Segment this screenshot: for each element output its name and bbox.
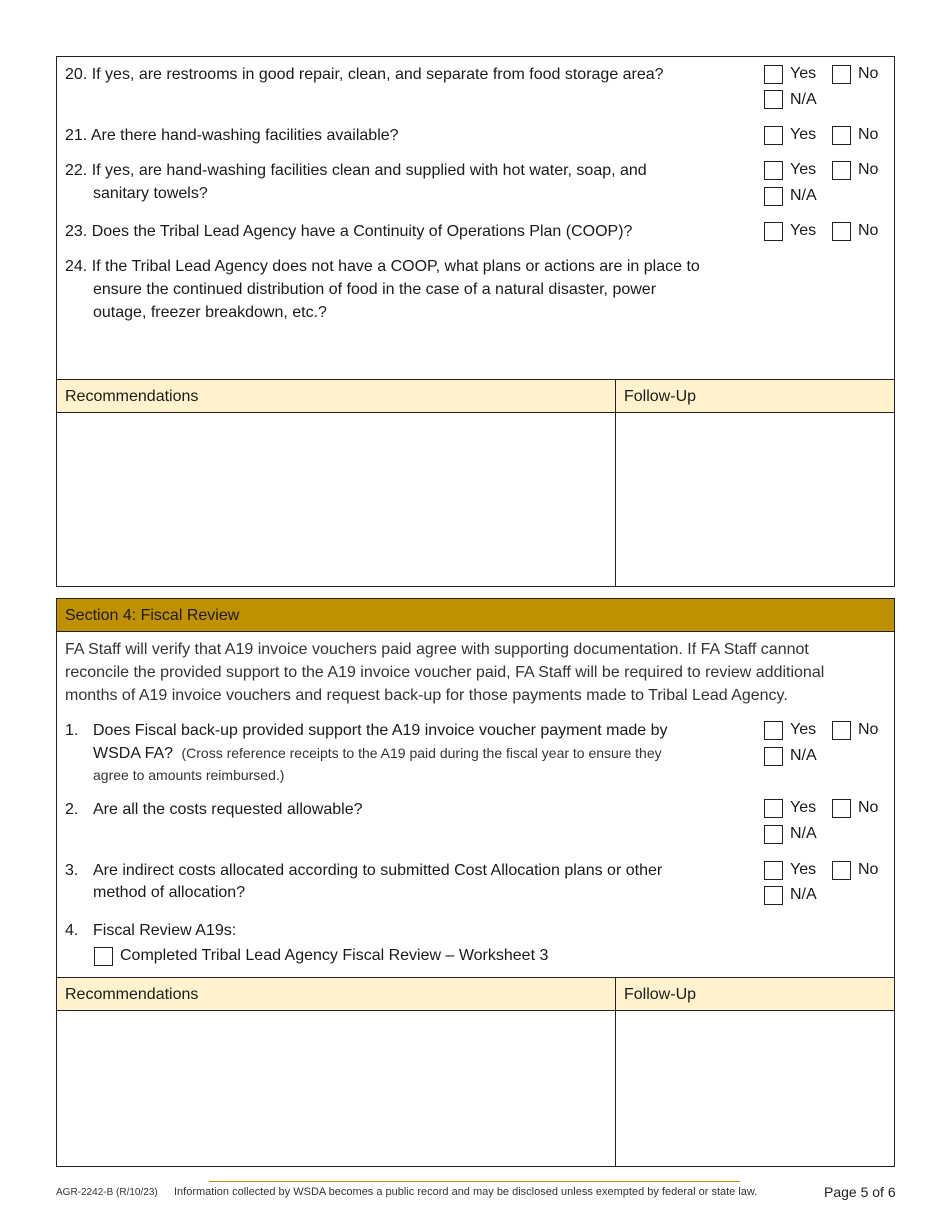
question-22 [65,159,647,182]
q22-na-checkbox[interactable] [764,187,783,206]
question-text: If the Tribal Lead Agency does not have a COOP, what plans or actions are in place to [91,258,700,275]
question-text: Does the Tribal Lead Agency have a Continuity of Operations Plan (COOP)? [91,223,633,240]
q20-no-checkbox[interactable] [832,65,851,84]
question-number: 24. [65,258,88,275]
question-20 [65,63,664,86]
q23-no-checkbox[interactable] [832,222,851,241]
question-21 [65,124,399,147]
recommendations-field[interactable] [57,413,615,586]
fiscal-question-1-text: WSDA FA? [93,745,174,762]
fiscal-question-1-line1: Does Fiscal back-up provided support the A19 invoice voucher payment made by [93,722,668,739]
follow-up-field-2[interactable] [616,1011,894,1166]
recommendations-title: Recommendations [65,388,199,405]
page-number: Page 5 of 6 [824,1184,896,1200]
recommendations-field-2[interactable] [57,1011,615,1166]
question-text: Are there hand-washing facilities available? [90,127,399,144]
q21-yes-label: Yes [790,126,817,143]
worksheet-3-label: Completed Tribal Lead Agency Fiscal Review – Worksheet 3 [120,947,549,964]
fq1-yes-checkbox[interactable] [764,721,783,740]
fiscal-question-1-note: (Cross reference receipts to the A19 paid during the fiscal year to ensure they [181,745,662,761]
q20-yes-label: Yes [790,65,817,82]
fq3-no-label: No [858,861,879,878]
section-4-intro-line1: FA Staff will verify that A19 invoice vouchers paid agree with supporting documentation. If FA Staff cannot [65,641,809,658]
fq2-yes-label: Yes [790,799,817,816]
follow-up-field[interactable] [616,413,894,586]
question-24-line3: outage, freezer breakdown, etc.? [93,304,327,321]
section-4-intro-line2: reconcile the provided support to the A19 invoice voucher paid, FA Staff will be required to review additional [65,664,825,681]
fq2-yes-checkbox[interactable] [764,799,783,818]
answer-area-q24[interactable] [93,326,883,376]
follow-up-title: Follow-Up [624,388,697,405]
footer-notice: Information collected by WSDA becomes a public record and may be disclosed unless exempted by federal or state law. [174,1186,758,1198]
section-4-intro-line3: months of A19 invoice vouchers and request back-up for those payments made to Tribal Lead Agency. [65,687,788,704]
q21-yes-checkbox[interactable] [764,126,783,145]
recommendations-title-2: Recommendations [65,986,199,1003]
fiscal-question-1-number: 1. [65,722,79,739]
fq2-na-checkbox[interactable] [764,825,783,844]
q20-na-label: N/A [790,91,817,108]
fq3-no-checkbox[interactable] [832,861,851,880]
fq1-na-label: N/A [790,747,817,764]
q21-no-checkbox[interactable] [832,126,851,145]
follow-up-title-2: Follow-Up [624,986,697,1003]
section-4-title: Section 4: Fiscal Review [65,607,240,624]
fq2-no-checkbox[interactable] [832,799,851,818]
q22-no-checkbox[interactable] [832,161,851,180]
question-number: 21. [65,127,88,144]
fq3-na-checkbox[interactable] [764,886,783,905]
worksheet-3-checkbox[interactable] [94,947,113,966]
fiscal-question-2-number: 2. [65,801,79,818]
fiscal-question-2-text: Are all the costs requested allowable? [93,801,363,818]
q23-yes-label: Yes [790,222,817,239]
q21-no-label: No [858,126,879,143]
q22-yes-checkbox[interactable] [764,161,783,180]
q23-yes-checkbox[interactable] [764,222,783,241]
question-24-line2: ensure the continued distribution of food in the case of a natural disaster, power [93,281,657,298]
fiscal-question-4-text: Fiscal Review A19s: [93,922,237,939]
question-number: 20. [65,66,88,83]
fq1-na-checkbox[interactable] [764,747,783,766]
q20-na-checkbox[interactable] [764,90,783,109]
question-24 [65,255,700,278]
question-number: 22. [65,162,88,179]
fq3-na-label: N/A [790,886,817,903]
q22-na-label: N/A [790,187,817,204]
q23-no-label: No [858,222,879,239]
fq3-yes-label: Yes [790,861,817,878]
fq1-no-label: No [858,721,879,738]
fiscal-question-3-line2: method of allocation? [93,884,246,901]
question-number: 23. [65,223,88,240]
question-text: If yes, are hand-washing facilities clean and supplied with hot water, soap, and [91,162,647,179]
q20-yes-checkbox[interactable] [764,65,783,84]
fq2-na-label: N/A [790,825,817,842]
fq3-yes-checkbox[interactable] [764,861,783,880]
fiscal-question-3-line1: Are indirect costs allocated according to submitted Cost Allocation plans or other [93,862,663,879]
q22-yes-label: Yes [790,161,817,178]
divider [56,631,895,632]
fiscal-question-1-line2 [93,742,662,765]
fiscal-question-4-number: 4. [65,922,79,939]
question-23 [65,220,632,243]
fiscal-question-3-number: 3. [65,862,79,879]
fq1-no-checkbox[interactable] [832,721,851,740]
q20-no-label: No [858,65,879,82]
question-text: If yes, are restrooms in good repair, clean, and separate from food storage area? [91,66,664,83]
q22-no-label: No [858,161,879,178]
question-22-line2: sanitary towels? [93,185,208,202]
footer-rule [209,1181,740,1182]
fiscal-question-1-note-line2: agree to amounts reimbursed.) [93,767,285,783]
fq1-yes-label: Yes [790,721,817,738]
footer-form-id: AGR-2242-B (R/10/23) [56,1187,158,1198]
fq2-no-label: No [858,799,879,816]
